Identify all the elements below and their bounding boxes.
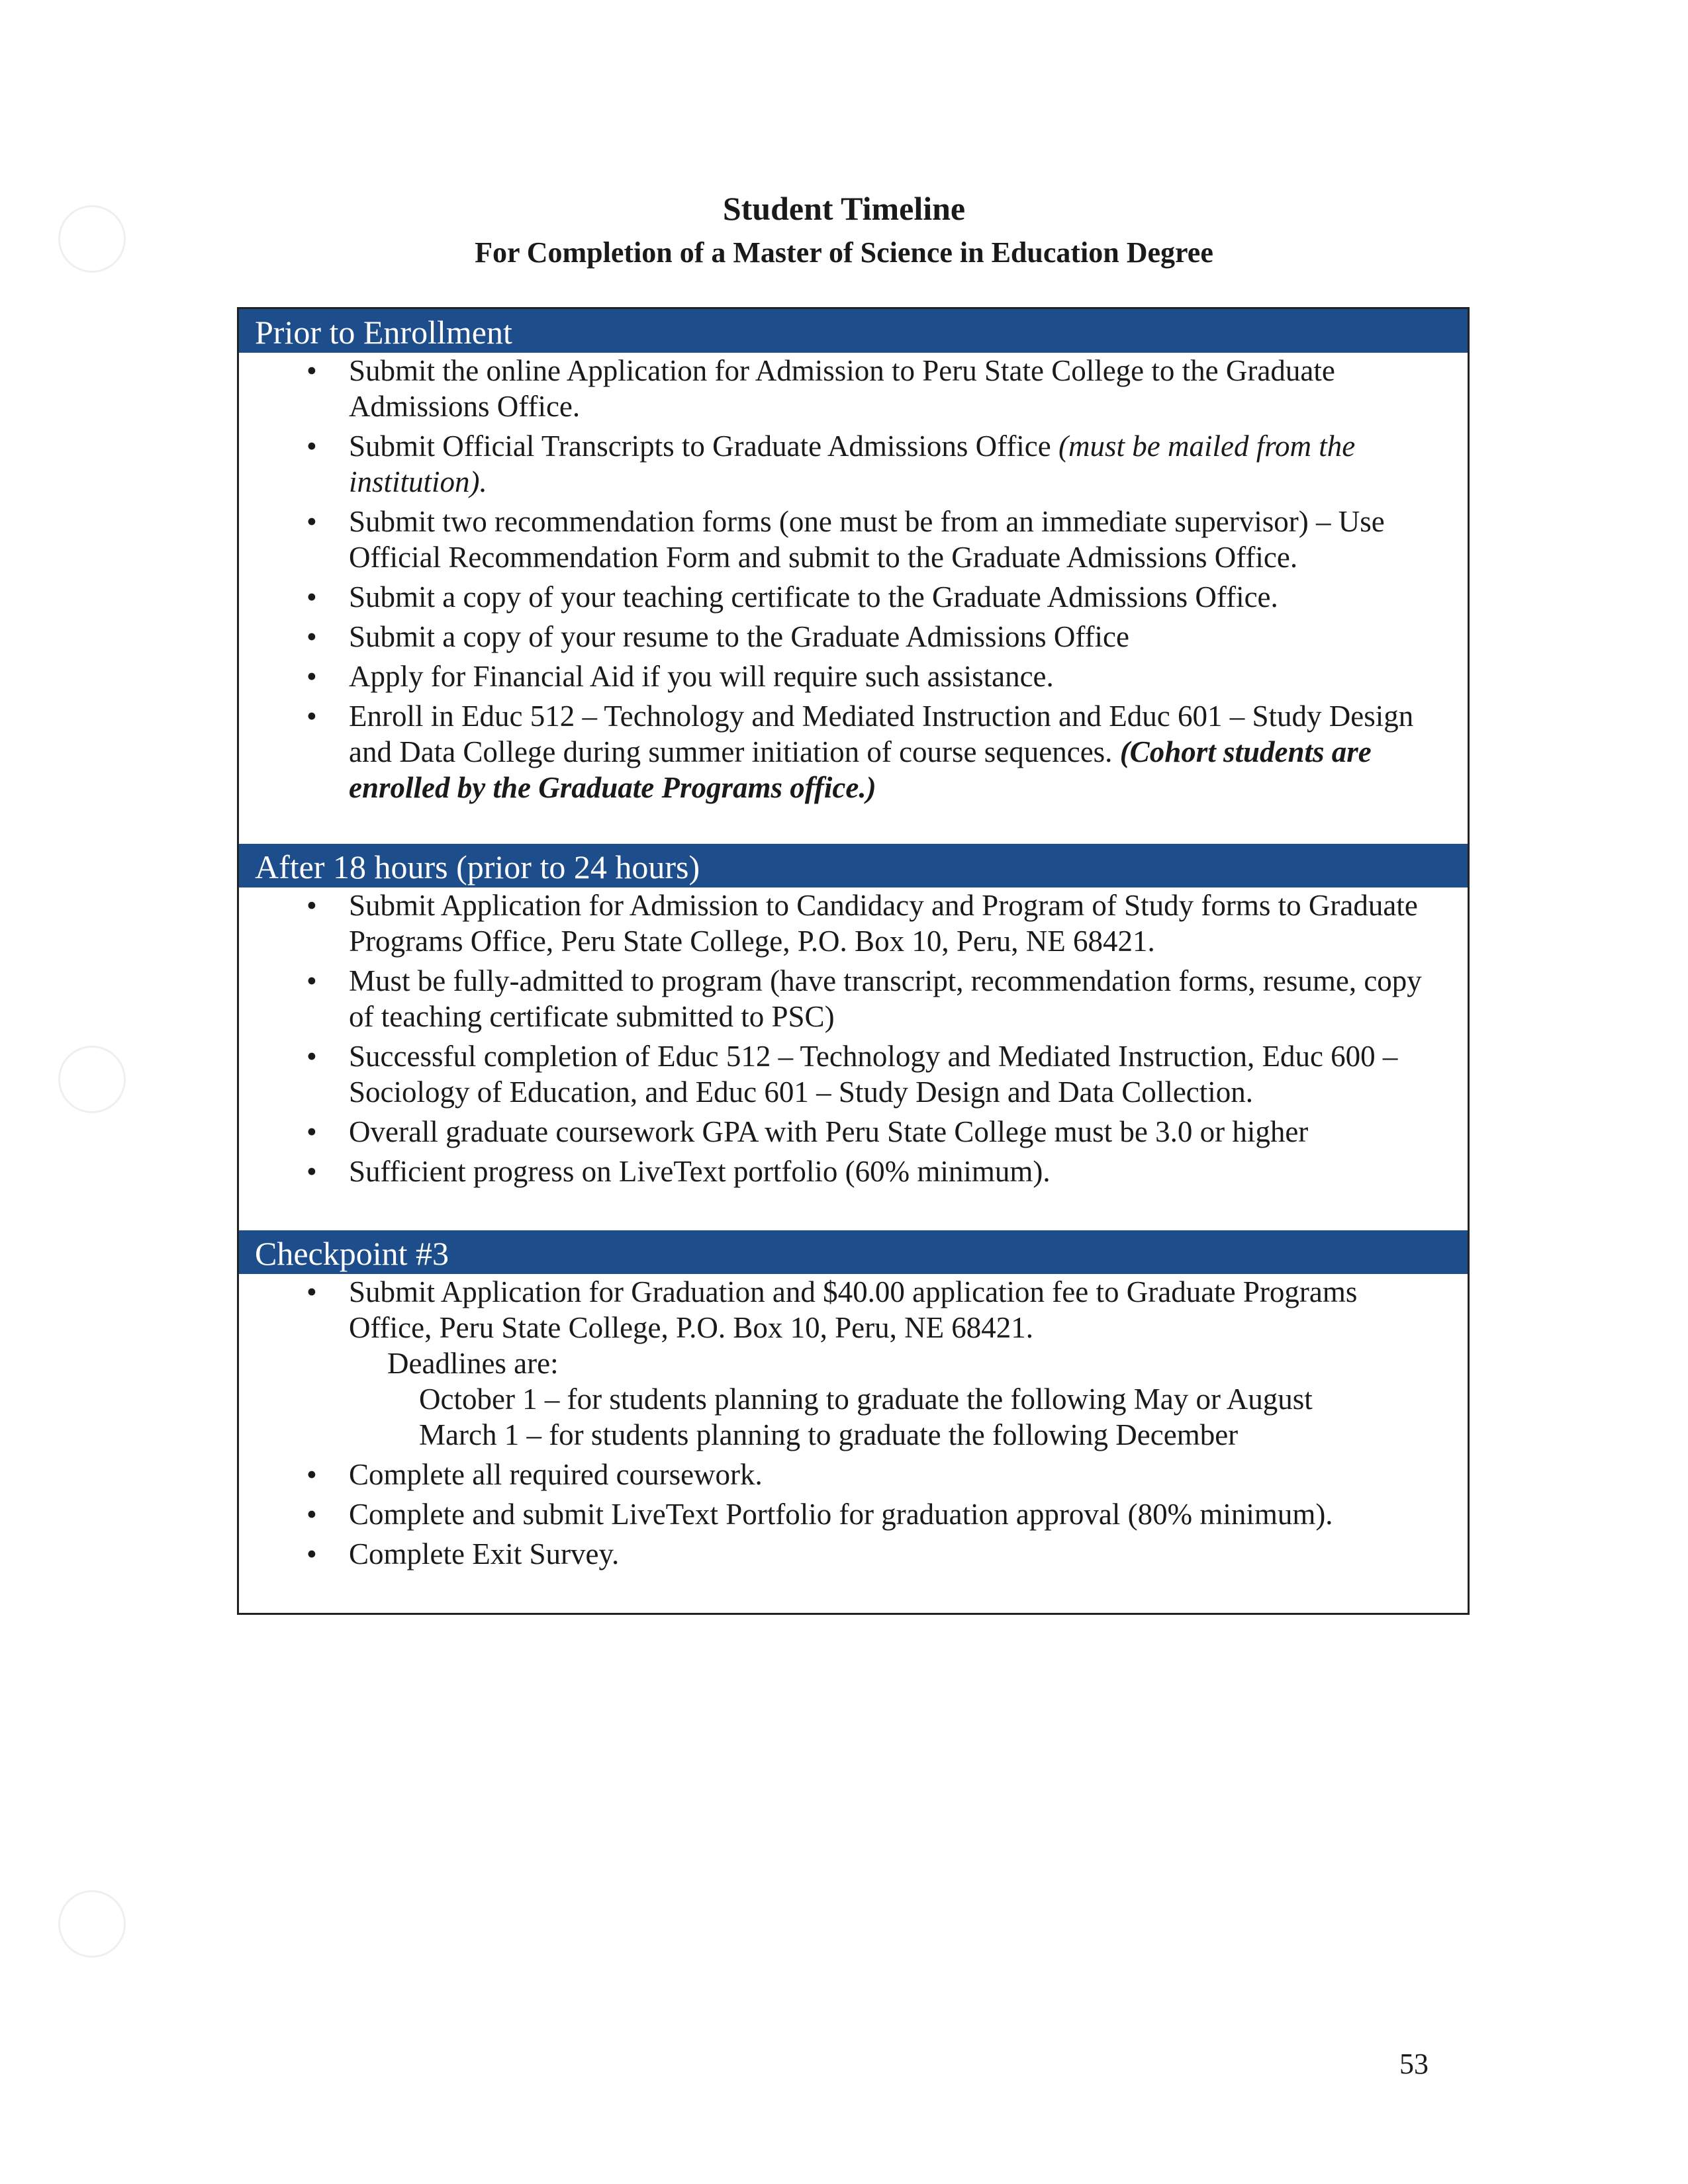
page-title: Student Timeline xyxy=(722,190,966,227)
bullet-icon: • xyxy=(306,660,317,693)
bullet-icon: • xyxy=(306,620,317,653)
section-prior-to-enrollment xyxy=(239,309,1468,809)
section-item-list xyxy=(239,887,1468,1189)
bullet-icon: • xyxy=(306,1458,317,1491)
bullet-icon: • xyxy=(306,505,317,538)
section-header: Checkpoint #3 xyxy=(239,1230,1468,1274)
item-note: (Cohort students are enrolled by the Graduate Programs office.) xyxy=(349,735,1372,804)
list-item xyxy=(239,1274,1468,1453)
item-text: Enroll in Educ 512 – Technology and Mediated Instruction and Educ 601 – Study Design and Data College during summer initiation of course sequences. xyxy=(349,700,1414,768)
item-text: Complete and submit LiveText Portfolio for graduation approval (80% minimum). xyxy=(349,1498,1333,1531)
item-text: Submit Application for Admission to Candidacy and Program of Study forms to Graduate Programs Office, Peru State College, P.O. Box 10, Peru, NE 68421. xyxy=(349,889,1418,958)
item-text: Submit a copy of your resume to the Graduate Admissions Office xyxy=(349,620,1129,653)
list-item xyxy=(239,659,1468,694)
item-text: Must be fully-admitted to program (have transcript, recommendation forms, resume, copy of teaching certificate submitted to PSC) xyxy=(349,964,1422,1033)
item-note: (must be mailed from the institution). xyxy=(349,430,1356,498)
list-item xyxy=(239,353,1468,424)
section-header: After 18 hours (prior to 24 hours) xyxy=(239,844,1468,887)
bullet-icon: • xyxy=(306,1040,317,1073)
bullet-icon: • xyxy=(306,700,317,733)
item-text: Sufficient progress on LiveText portfolio (60% minimum). xyxy=(349,1155,1051,1188)
list-item xyxy=(239,698,1468,805)
section-item-list xyxy=(239,353,1468,805)
list-item xyxy=(239,963,1468,1034)
list-item xyxy=(239,579,1468,615)
timeline-box xyxy=(237,307,1470,1615)
item-text: Submit Application for Graduation and $40.00 application fee to Graduate Programs Office, Peru State College, P.O. Box 10, Peru, NE 68421. xyxy=(349,1275,1358,1344)
bullet-icon: • xyxy=(306,1275,317,1308)
section-after-18-hours xyxy=(239,844,1468,1193)
bullet-icon: • xyxy=(306,889,317,922)
bullet-icon: • xyxy=(306,1537,317,1570)
list-item xyxy=(239,619,1468,655)
list-item xyxy=(239,1457,1468,1492)
section-header: Prior to Enrollment xyxy=(239,309,1468,353)
list-item xyxy=(239,887,1468,959)
deadline-march: March 1 – for students planning to graduate the following December xyxy=(419,1418,1239,1451)
deadline-october: October 1 – for students planning to graduate the following May or August xyxy=(419,1383,1313,1416)
section-checkpoint-3 xyxy=(239,1230,1468,1576)
page-subtitle: For Completion of a Master of Science in Education Degree xyxy=(475,236,1213,269)
bullet-icon: • xyxy=(306,354,317,387)
list-item xyxy=(239,1154,1468,1189)
section-item-list xyxy=(239,1274,1468,1572)
bullet-icon: • xyxy=(306,964,317,997)
deadlines-label: Deadlines are: xyxy=(387,1347,559,1380)
item-text: Overall graduate coursework GPA with Peru State College must be 3.0 or higher xyxy=(349,1115,1309,1148)
list-item xyxy=(239,504,1468,575)
list-item xyxy=(239,1496,1468,1532)
item-text: Successful completion of Educ 512 – Technology and Mediated Instruction, Educ 600 – Sociology of Education, and Educ 601 – Study Design and Data Collection. xyxy=(349,1040,1398,1109)
item-text: Submit Official Transcripts to Graduate Admissions Office xyxy=(349,430,1059,463)
list-item xyxy=(239,428,1468,500)
item-text: Apply for Financial Aid if you will require such assistance. xyxy=(349,660,1054,693)
bullet-icon: • xyxy=(306,430,317,463)
list-item xyxy=(239,1114,1468,1150)
binder-hole-middle xyxy=(58,1046,126,1113)
item-text: Complete all required coursework. xyxy=(349,1458,763,1491)
item-text: Complete Exit Survey. xyxy=(349,1537,620,1570)
bullet-icon: • xyxy=(306,580,317,614)
bullet-icon: • xyxy=(306,1498,317,1531)
page-number: 53 xyxy=(1399,2048,1429,2080)
item-text: Submit two recommendation forms (one must be from an immediate supervisor) – Use Official Recommendation Form and submit to the Graduate Admissions Office. xyxy=(349,505,1385,574)
binder-hole-bottom xyxy=(58,1890,126,1958)
bullet-icon: • xyxy=(306,1115,317,1148)
list-item xyxy=(239,1536,1468,1572)
bullet-icon: • xyxy=(306,1155,317,1188)
list-item xyxy=(239,1038,1468,1110)
item-text: Submit a copy of your teaching certificate to the Graduate Admissions Office. xyxy=(349,580,1278,614)
item-text: Submit the online Application for Admission to Peru State College to the Graduate Admissions Office. xyxy=(349,354,1335,423)
